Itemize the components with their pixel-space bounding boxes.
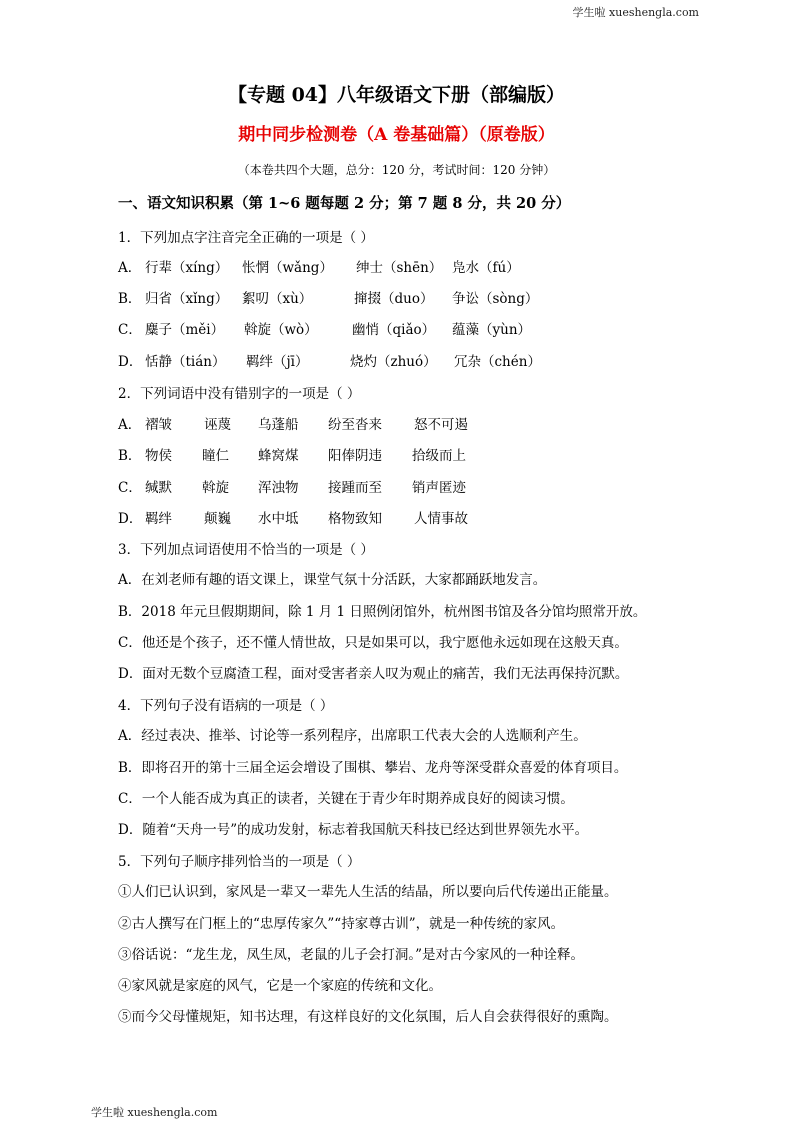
option-word: 物侯 — [145, 448, 172, 464]
option-label: A． — [118, 260, 142, 276]
option-word: 斡旋 — [202, 480, 229, 496]
option-word: 缄默 — [145, 480, 172, 496]
section-heading-1: 一、语文知识积累（第 1~6 题每题 2 分；第 7 题 8 分，共 20 分） — [118, 195, 571, 212]
option-item: 恬静（tián） — [145, 354, 226, 370]
question-1-stem: 1．下列加点字注音完全正确的一项是（ ） — [118, 230, 374, 246]
option-item: 蕴藻（yùn） — [452, 322, 532, 338]
option-word: 拾级而上 — [412, 448, 466, 464]
option-label: D． — [118, 511, 143, 527]
option-item: 絮叨（xù） — [242, 291, 313, 307]
option-word: 乌蓬船 — [258, 417, 299, 433]
option-word: 褶皱 — [145, 417, 172, 433]
question-3-option-a: A．在刘老师有趣的语文课上，课堂气氛十分活跃，大家都踊跃地发言。 — [118, 572, 547, 588]
option-item: 麋子（měi） — [145, 322, 225, 338]
option-item: 羁绊（jī） — [246, 354, 309, 370]
option-label: D． — [118, 354, 143, 370]
option-word: 诬蔑 — [204, 417, 231, 433]
question-5-sentence-4: ④家风就是家庭的风气，它是一个家庭的传统和文化。 — [118, 978, 442, 994]
question-5-stem: 5．下列句子顺序排列恰当的一项是（ ） — [118, 854, 361, 870]
option-item: 行辈（xíng） — [145, 260, 229, 276]
option-label: B． — [118, 448, 142, 464]
option-word: 羁绊 — [145, 511, 172, 527]
question-5-sentence-1: ①人们已认识到，家风是一辈又一辈先人生活的结晶，所以要向后代传递出正能量。 — [118, 884, 618, 900]
question-3-option-c: C．他还是个孩子，还不懂人情世故，只是如果可以，我宁愿他永远如现在这般天真。 — [118, 635, 628, 651]
question-3-option-d: D．面对无数个豆腐渣工程，面对受害者亲人叹为观止的痛苦，我们无法再保持沉默。 — [118, 666, 629, 682]
question-4-stem: 4．下列句子没有语病的一项是（ ） — [118, 698, 334, 714]
option-word: 销声匿迹 — [412, 480, 466, 496]
option-word: 颠巍 — [204, 511, 231, 527]
question-5-sentence-5: ⑤而今父母懂规矩，知书达理，有这样良好的文化氛围，后人自会获得很好的熏陶。 — [118, 1009, 618, 1025]
option-word: 怒不可遏 — [414, 417, 468, 433]
option-word: 瞳仁 — [202, 448, 229, 464]
footer-watermark: 学生啦 xueshengla.com — [91, 1106, 218, 1119]
option-item: 归省（xǐng） — [145, 291, 229, 307]
option-label: C． — [118, 322, 142, 338]
option-label: A． — [118, 417, 142, 433]
option-item: 斡旋（wò） — [244, 322, 318, 338]
option-item: 冗杂（chén） — [454, 354, 541, 370]
question-2-stem: 2．下列词语中没有错别字的一项是（ ） — [118, 386, 361, 402]
option-item: 绅士（shēn） — [356, 260, 443, 276]
header-watermark: 学生啦 xueshengla.com — [572, 6, 699, 19]
document-title: 【专题 04】八年级语文下册（部编版） — [227, 84, 566, 106]
exam-note: （本卷共四个大题，总分：120 分，考试时间：120 分钟） — [237, 163, 556, 177]
question-4-option-a: A．经过表决、推举、讨论等一系列程序，出席职工代表大会的人选顺利产生。 — [118, 728, 587, 744]
option-word: 人情事故 — [414, 511, 468, 527]
question-4-option-b: B．即将召开的第十三届全运会增设了围棋、攀岩、龙舟等深受群众喜爱的体育项目。 — [118, 760, 628, 776]
question-4-option-d: D．随着“天舟一号”的成功发射，标志着我国航天科技已经达到世界领先水平。 — [118, 822, 589, 838]
question-4-option-c: C．一个人能否成为真正的读者，关键在于青少年时期养成良好的阅读习惯。 — [118, 791, 574, 807]
option-item: 幽悄（qiǎo） — [352, 322, 436, 338]
option-word: 纷至沓来 — [328, 417, 382, 433]
option-item: 撺掇（duo） — [354, 291, 434, 307]
option-word: 蜂窝煤 — [258, 448, 299, 464]
option-item: 凫水（fú） — [452, 260, 520, 276]
option-word: 水中坻 — [258, 511, 299, 527]
option-label: B． — [118, 291, 142, 307]
question-5-sentence-3: ③俗话说：“龙生龙，凤生凤，老鼠的儿子会打洞。”是对古今家风的一种诠释。 — [118, 947, 585, 963]
option-label: C． — [118, 480, 142, 496]
option-word: 浑浊物 — [258, 480, 299, 496]
option-item: 烧灼（zhuó） — [350, 354, 437, 370]
option-word: 阳俸阴违 — [328, 448, 382, 464]
option-item: 怅惘（wǎng） — [242, 260, 333, 276]
question-5-sentence-2: ②古人撰写在门框上的“忠厚传家久”“持家尊古训”，就是一种传统的家风。 — [118, 916, 565, 932]
option-item: 争讼（sòng） — [452, 291, 539, 307]
question-3-stem: 3．下列加点词语使用不恰当的一项是（ ） — [118, 542, 374, 558]
option-word: 接踵而至 — [328, 480, 382, 496]
option-word: 格物致知 — [328, 511, 382, 527]
question-3-option-b: B．2018 年元旦假期期间，除 1 月 1 日照例闭馆外，杭州图书馆及各分馆均照常开放。 — [118, 604, 647, 620]
document-subtitle: 期中同步检测卷（A 卷基础篇）（原卷版） — [238, 125, 555, 145]
